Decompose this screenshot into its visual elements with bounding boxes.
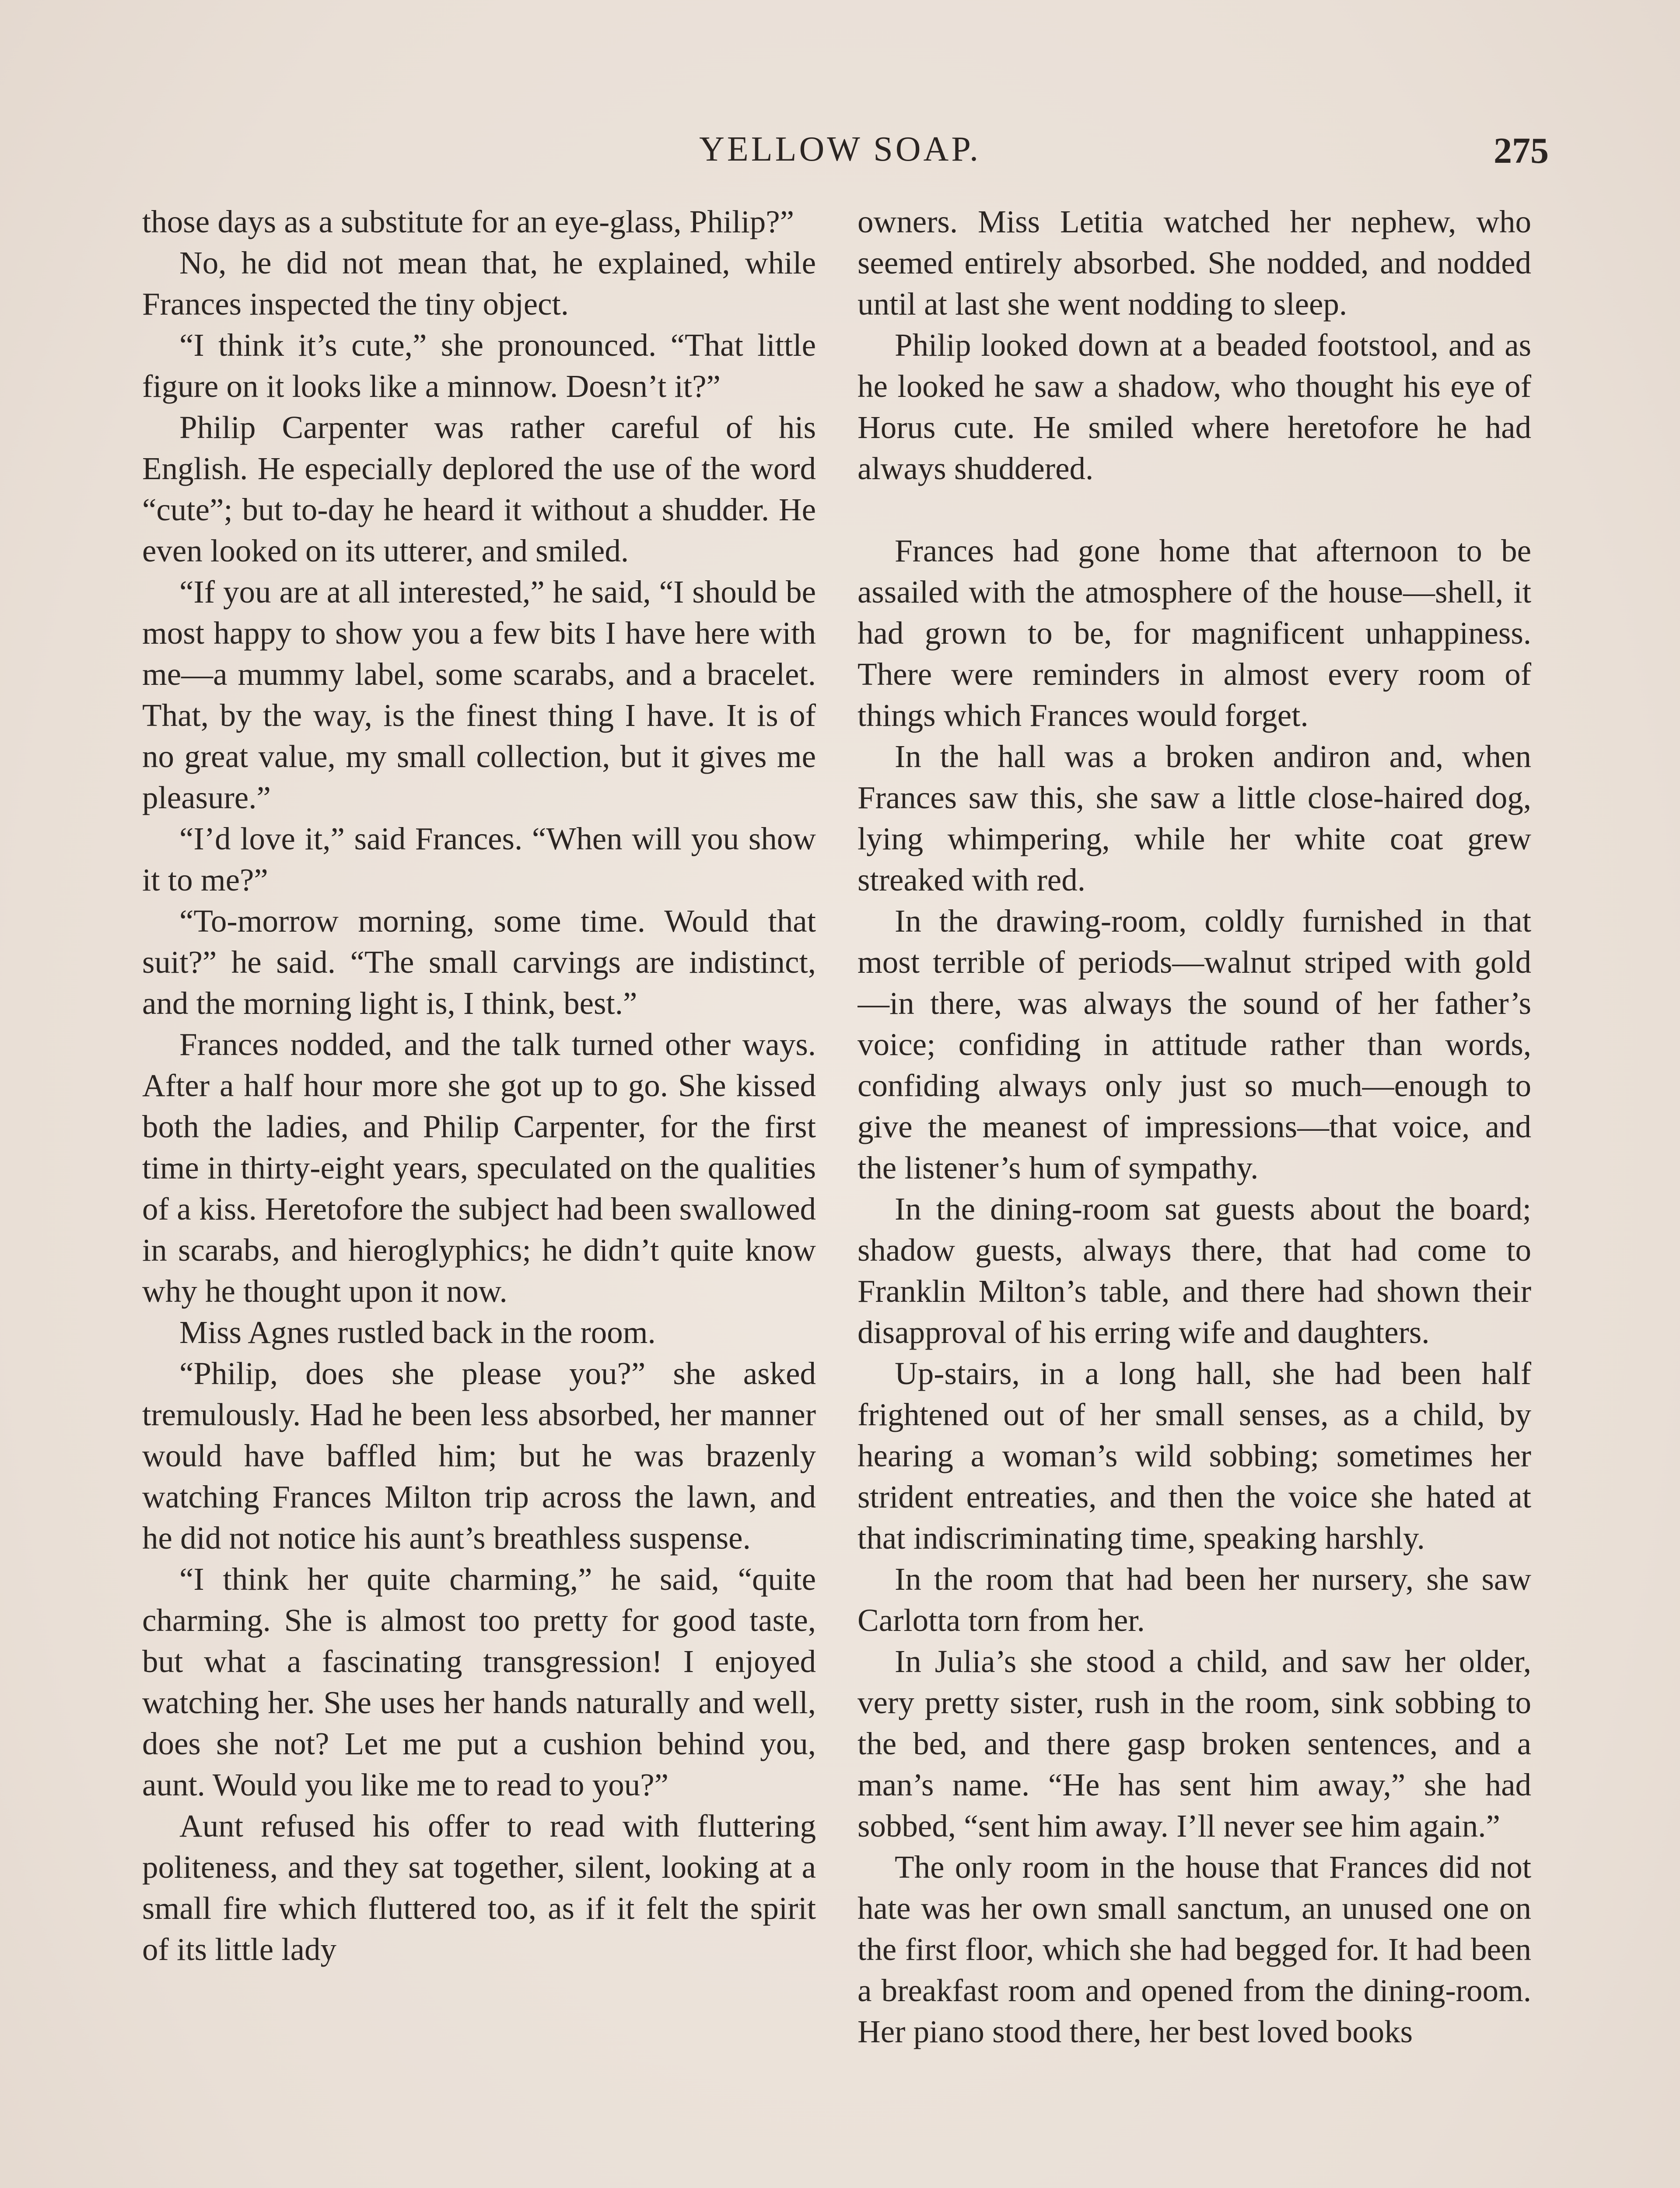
paragraph: “Philip, does she please you?” she asked tremulously. Had he been less absorbed, her manner would have baffled him; but he was brazenly watching Frances Milton trip across the lawn, and he did not notice his aunt’s breathless suspense. [142,1356,816,1556]
paragraph: The only room in the house that Frances did not hate was her own small sanctum, an unused one on the first floor, which she had begged for. It had been a breakfast room and opened from the dining-room. Her piano stood there, her best loved books [858,1849,1531,2049]
paragraph: “I’d love it,” said Frances. “When will you show it to me?” [142,821,816,898]
paragraph: In the room that had been her nursery, she saw Carlotta torn from her. [858,1561,1531,1638]
paragraph: “To-morrow morning, some time. Would that suit?” he said. “The small carvings are indistinct, and the morning light is, I think, best.” [142,903,816,1021]
section-paragraph: Frances had gone home that afternoon to be assailed with the atmosphere of the house—shell, it had grown to be, for magnificent unhappiness. There were reminders in almost every room of things which Frances would forget. [858,533,1531,733]
paragraph: In the hall was a broken andiron and, when Frances saw this, she saw a little close-haired dog, lying whimpering, while her white coat grew streaked with red. [858,739,1531,898]
paragraph: No, he did not mean that, he explained, while Frances inspected the tiny object. [142,245,816,322]
left-column [142,201,816,2188]
paragraph: “If you are at all interested,” he said, “I should be most happy to show you a few bits I have here with me—a mummy label, some scarabs, and a bracelet. That, by the way, is the finest thing I have. It is of no great value, my small collection, but it gives me pleasure.” [142,574,816,815]
page-header [131,130,1549,178]
running-title: YELLOW SOAP. [699,130,981,168]
paragraph: Aunt refused his offer to read with fluttering politeness, and they sat together, silent, looking at a small fire which fluttered too, as if it felt the spirit of its little lady [142,1808,816,1967]
paragraph: Philip looked down at a beaded footstool, and as he looked he saw a shadow, who thought his eye of Horus cute. He smiled where heretofore he had always shuddered. [858,327,1531,486]
paragraph: Philip Carpenter was rather careful of his English. He especially deplored the use of the word “cute”; but to-day he heard it without a shudder. He even looked on its utterer, and smiled. [142,410,816,568]
paragraph: Miss Agnes rustled back in the room. [179,1315,656,1350]
paragraph: “I think it’s cute,” she pronounced. “That little figure on it looks like a minnow. Doesn’t it?” [142,327,816,404]
paragraph: In the dining-room sat guests about the board; shadow guests, always there, that had come to Franklin Milton’s table, and there had shown their disapproval of his erring wife and daughters. [858,1191,1531,1350]
paragraph: In the drawing-room, coldly furnished in that most terrible of periods—walnut striped with gold—in there, was always the sound of her father’s voice; confiding in attitude rather than words, confiding always only just so much—enough to give the meanest of impressions—that voice, and the listener’s hum of sympathy. [858,903,1531,1185]
paragraph: “I think her quite charming,” he said, “quite charming. She is almost too pretty for good taste, but what a fascinating transgression! I enjoyed watching her. She uses her hands naturally and well, does she not? Let me put a cushion behind you, aunt. Would you like me to read to you?” [142,1561,816,1802]
paragraph: Up-stairs, in a long hall, she had been half frightened out of her small senses, as a child, by hearing a woman’s wild sobbing; sometimes her strident entreaties, and then the voice she hated at that indiscriminating time, speaking harshly. [858,1356,1531,1556]
paragraph: In Julia’s she stood a child, and saw her older, very pretty sister, rush in the room, sink sobbing to the bed, and there gasp broken sentences, and a man’s name. “He has sent him away,” she had sobbed, “sent him away. I’ll never see him again.” [858,1644,1531,1844]
paragraph: owners. Miss Letitia watched her nephew, who seemed entirely absorbed. She nodded, and nodded until at last she went nodding to sleep. [858,204,1531,322]
paragraph: Frances nodded, and the talk turned other ways. After a half hour more she got up to go. She kissed both the ladies, and Philip Carpenter, for the first time in thirty-eight years, speculated on the qualities of a kiss. Heretofore the subject had been swallowed in scarabs, and hieroglyphics; he didn’t quite know why he thought upon it now. [142,1027,816,1309]
paragraph: those days as a substitute for an eye-glass, Philip?” [142,204,794,239]
right-column [858,201,1531,2188]
page-number: 275 [1494,130,1549,171]
